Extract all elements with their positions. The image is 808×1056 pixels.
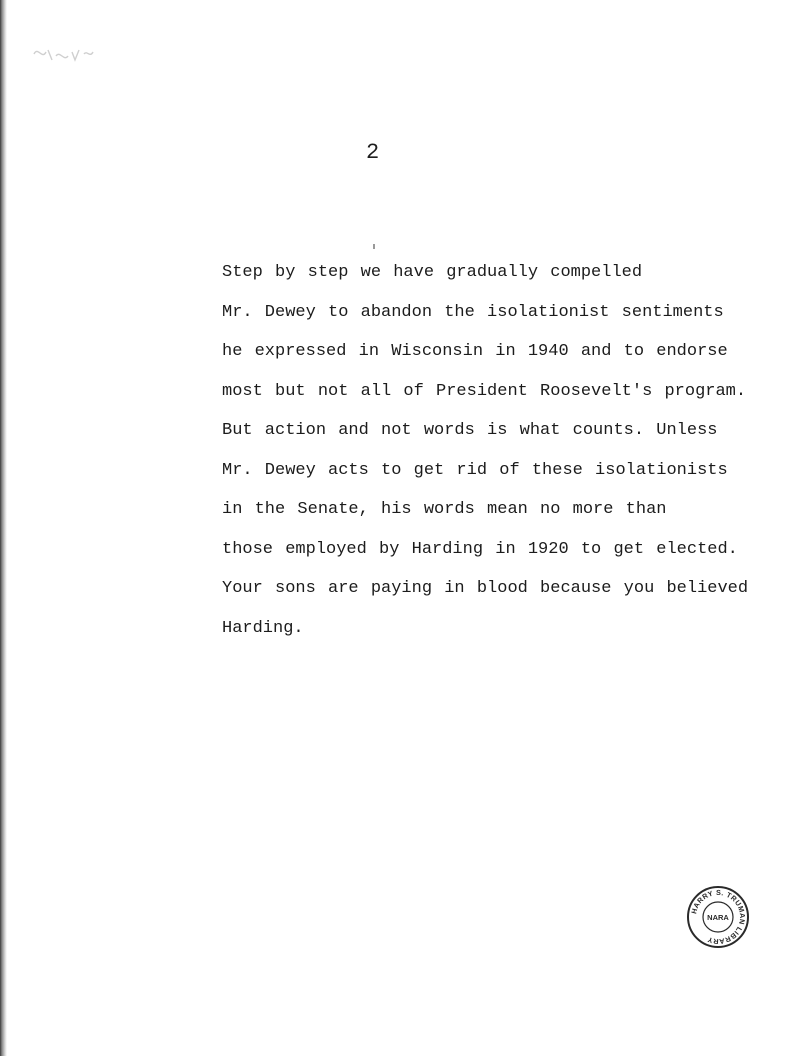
ink-speck bbox=[373, 244, 375, 249]
text-line: But action and not words is what counts. Unless bbox=[222, 421, 718, 440]
text-line: Harding. bbox=[222, 618, 304, 638]
truman-library-stamp bbox=[686, 885, 750, 949]
text-line: most but not all of President Roosevelt's program. bbox=[222, 381, 747, 401]
text-line: he expressed in Wisconsin in 1940 and to endorse bbox=[222, 342, 728, 361]
text-line: in the Senate, his words mean no more than bbox=[222, 500, 667, 519]
faint-pencil-marks bbox=[30, 40, 100, 74]
text-line: Mr. Dewey to abandon the isolationist sentiments bbox=[222, 302, 724, 322]
scan-edge-shadow bbox=[0, 0, 7, 1056]
text-line: Your sons are paying in blood because you believed bbox=[222, 579, 749, 598]
text-line: those employed by Harding in 1920 to get elected. bbox=[222, 539, 738, 559]
stamp-center-text: NARA bbox=[707, 913, 729, 922]
stamp-ring-text: HARRY S. TRUMAN LIBRARY bbox=[689, 887, 748, 947]
text-line: Step by step we have gradually compelled bbox=[222, 263, 643, 282]
body-text bbox=[222, 262, 749, 657]
text-line: Mr. Dewey acts to get rid of these isolationists bbox=[222, 460, 728, 480]
page-number: 2 bbox=[366, 140, 381, 165]
